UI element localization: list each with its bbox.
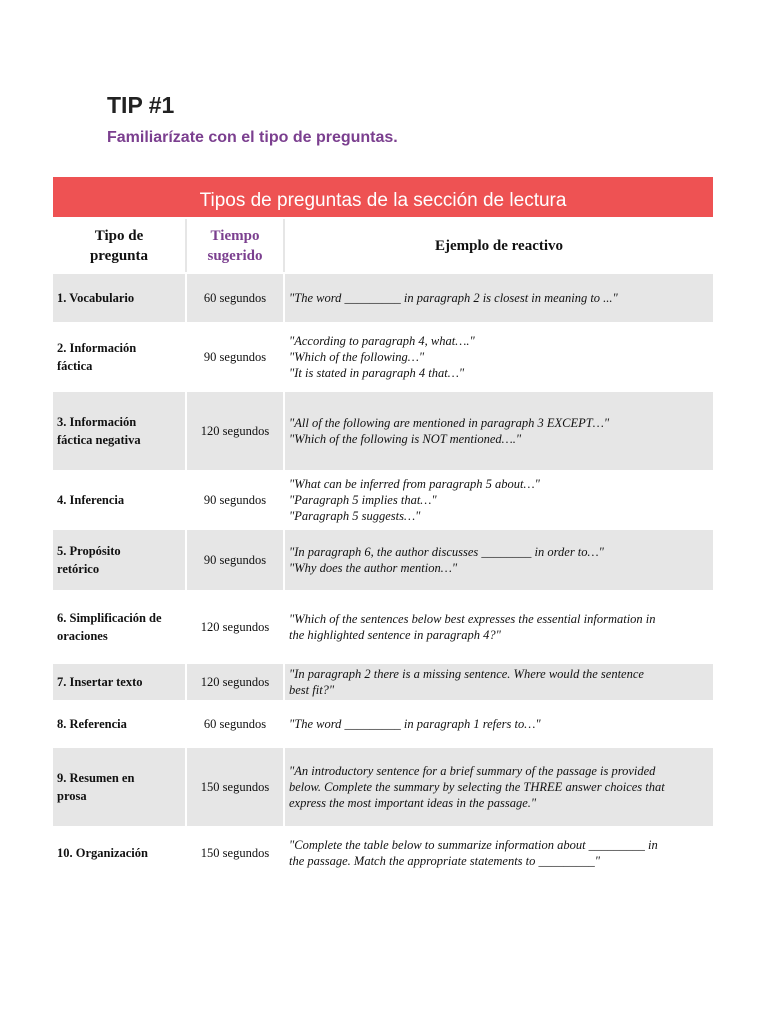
suggested-time: 150 segundos — [187, 746, 285, 826]
example-line: express the most important ideas in the passage." — [289, 796, 537, 810]
example-line: "Why does the author mention…" — [289, 561, 458, 575]
question-types-table — [53, 177, 713, 878]
table-row — [53, 590, 713, 662]
example-line: the passage. Match the appropriate statements to _________" — [289, 854, 601, 868]
example-item — [285, 322, 713, 390]
header-time-line: sugerido — [207, 247, 263, 264]
example-line: "The word _________ in paragraph 1 refers to…" — [289, 717, 541, 731]
question-type — [53, 528, 187, 590]
question-type — [53, 826, 187, 878]
tip-subtitle — [107, 129, 398, 147]
example-line: "In paragraph 2 there is a missing sentence. Where would the sentence — [289, 667, 644, 681]
suggested-time: 60 segundos — [187, 272, 285, 322]
question-type-line: retórico — [57, 562, 100, 576]
question-type — [53, 272, 187, 322]
question-type-line: 6. Simplificación de — [57, 611, 162, 625]
example-item — [285, 390, 713, 470]
header-type-line: pregunta — [89, 247, 149, 264]
example-item — [285, 746, 713, 826]
example-line: "Complete the table below to summarize information about _________ in — [289, 838, 658, 852]
header-type — [53, 219, 187, 272]
question-type — [53, 322, 187, 390]
header-time-line: Tiempo — [210, 227, 260, 244]
question-type-line: 3. Información — [57, 415, 137, 429]
question-type-line: 9. Resumen en — [57, 771, 135, 785]
table-row — [53, 528, 713, 590]
suggested-time: 90 segundos — [187, 470, 285, 528]
example-line: "What can be inferred from paragraph 5 about…" — [289, 477, 540, 491]
suggested-time: 120 segundos — [187, 590, 285, 662]
question-type-line: oraciones — [57, 629, 108, 643]
example-line: "Which of the sentences below best expresses the essential information in — [289, 612, 656, 626]
example-line: "Paragraph 5 suggests…" — [289, 509, 421, 523]
table-row — [53, 662, 713, 700]
question-type — [53, 746, 187, 826]
question-type-line: fáctica negativa — [57, 433, 141, 447]
example-line: best fit?" — [289, 683, 335, 697]
question-type-line: 1. Vocabulario — [57, 291, 135, 305]
example-line: "Paragraph 5 implies that…" — [289, 493, 437, 507]
header-type-line: Tipo de — [94, 227, 144, 244]
example-item — [285, 470, 713, 528]
suggested-time: 90 segundos — [187, 528, 285, 590]
question-type-line: 10. Organización — [57, 846, 148, 860]
table-row — [53, 390, 713, 470]
example-line: "The word _________ in paragraph 2 is closest in meaning to ..." — [289, 291, 618, 305]
table-row — [53, 470, 713, 528]
table-row — [53, 322, 713, 390]
question-type-line: prosa — [57, 789, 87, 803]
example-line: "In paragraph 6, the author discusses ________ in order to…" — [289, 545, 604, 559]
example-item — [285, 662, 713, 700]
question-type-line: 7. Insertar texto — [57, 675, 143, 689]
tip-subtitle-text: Familiarízate con el tipo de preguntas — [107, 129, 394, 146]
question-type-line: 8. Referencia — [57, 717, 127, 731]
example-line: "Which of the following…" — [289, 350, 425, 364]
example-line: "An introductory sentence for a brief summary of the passage is provided — [289, 764, 656, 778]
header-example-text: Ejemplo de reactivo — [434, 237, 564, 254]
table-banner — [53, 177, 713, 219]
example-line: "It is stated in paragraph 4 that…" — [289, 366, 465, 380]
table-row — [53, 272, 713, 322]
table-banner-row — [53, 177, 713, 219]
header-time — [187, 219, 285, 272]
example-line: "According to paragraph 4, what…." — [289, 334, 475, 348]
suggested-time: 150 segundos — [187, 826, 285, 878]
example-line: below. Complete the summary by selecting the THREE answer choices that — [289, 780, 665, 794]
example-line: "All of the following are mentioned in paragraph 3 EXCEPT…" — [289, 416, 610, 430]
suggested-time: 90 segundos — [187, 322, 285, 390]
example-item — [285, 528, 713, 590]
example-item — [285, 826, 713, 878]
tip-title: TIP #1 — [107, 92, 175, 118]
example-line: "Which of the following is NOT mentioned…." — [289, 432, 522, 446]
question-type — [53, 590, 187, 662]
question-type — [53, 700, 187, 746]
table-header-row — [53, 219, 713, 272]
tip-subtitle-dot: . — [393, 129, 398, 146]
example-item — [285, 272, 713, 322]
question-type-line: fáctica — [57, 359, 93, 373]
question-type — [53, 470, 187, 528]
question-type-line: 4. Inferencia — [57, 493, 125, 507]
table-row — [53, 700, 713, 746]
question-type-line: 2. Información — [57, 341, 137, 355]
example-line: the highlighted sentence in paragraph 4?" — [289, 628, 501, 642]
example-item — [285, 700, 713, 746]
suggested-time: 120 segundos — [187, 662, 285, 700]
suggested-time: 60 segundos — [187, 700, 285, 746]
header-example — [285, 219, 713, 272]
table-row — [53, 746, 713, 826]
question-type — [53, 662, 187, 700]
example-item — [285, 590, 713, 662]
table-row — [53, 826, 713, 878]
suggested-time: 120 segundos — [187, 390, 285, 470]
question-type-line: 5. Propósito — [57, 544, 121, 558]
question-type — [53, 390, 187, 470]
table-banner-text: Tipos de preguntas de la sección de lectura — [199, 190, 567, 211]
